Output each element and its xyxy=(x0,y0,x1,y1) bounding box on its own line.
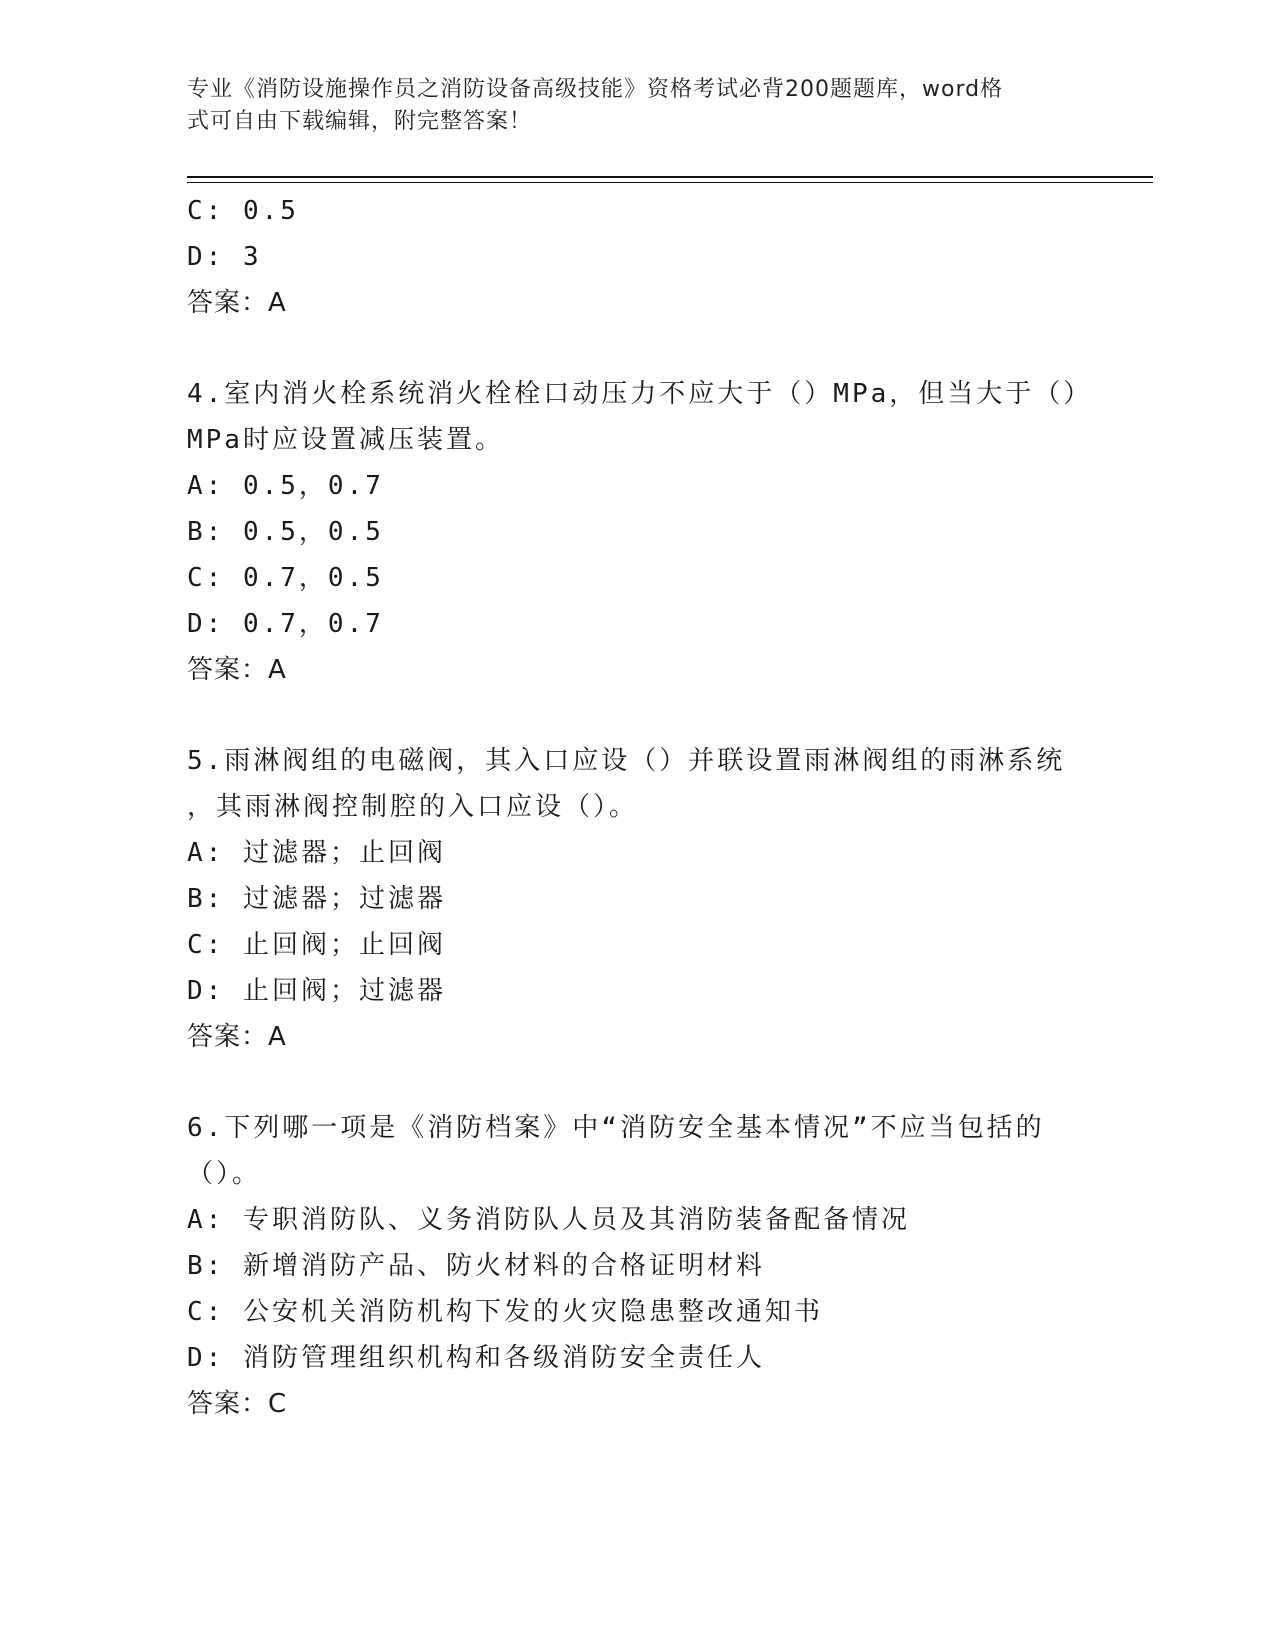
header-rule-thin xyxy=(187,182,1153,183)
spacer xyxy=(187,326,1087,371)
header-line-2: 式可自由下载编辑，附完整答案！ xyxy=(187,109,533,134)
option-a: A: 过滤器；止回阀 xyxy=(187,838,446,868)
option-c: C: 止回阀；止回阀 xyxy=(187,930,446,960)
question-stem: 4.室内消火栓系统消火栓栓口动压力不应大于（）MPa，但当大于（） xyxy=(187,379,1093,409)
question-stem: 6.下列哪一项是《消防档案》中“消防安全基本情况”不应当包括的 xyxy=(187,1113,1045,1143)
option-c: C: 0.5 xyxy=(187,196,299,226)
header-line-1: 专业《消防设施操作员之消防设备高级技能》资格考试必背200题题库，word格 xyxy=(187,77,1004,102)
option-d: D: 0.7，0.7 xyxy=(187,609,384,639)
question-stem-cont: ，其雨淋阀控制腔的入口应设（）。 xyxy=(187,792,639,822)
question-list xyxy=(187,188,1093,1427)
answer-line: 答案：A xyxy=(187,655,287,685)
option-b: B: 0.5，0.5 xyxy=(187,517,384,547)
option-d: D: 消防管理组织机构和各级消防安全责任人 xyxy=(187,1343,765,1373)
option-d: D: 止回阀；过滤器 xyxy=(187,976,446,1006)
answer-line: 答案：A xyxy=(187,288,287,318)
answer-line: 答案：A xyxy=(187,1022,287,1052)
option-a: A: 专职消防队、义务消防队人员及其消防装备配备情况 xyxy=(187,1205,910,1235)
question-stem-cont: （）。 xyxy=(187,1159,262,1189)
option-a: A: 0.5，0.7 xyxy=(187,471,384,501)
question-6 xyxy=(187,1105,1087,1427)
answer-line: 答案：C xyxy=(187,1389,288,1419)
page-header xyxy=(187,74,1067,138)
option-c: C: 公安机关消防机构下发的火灾隐患整改通知书 xyxy=(187,1297,823,1327)
option-c: C: 0.7，0.5 xyxy=(187,563,384,593)
option-b: B: 过滤器；过滤器 xyxy=(187,884,446,914)
question-4 xyxy=(187,371,1093,693)
option-b: B: 新增消防产品、防火材料的合格证明材料 xyxy=(187,1251,765,1281)
question-5 xyxy=(187,738,1087,1060)
question-3-partial xyxy=(187,188,1087,326)
question-stem-cont: MPa时应设置减压装置。 xyxy=(187,425,504,455)
question-stem: 5.雨淋阀组的电磁阀，其入口应设（）并联设置雨淋阀组的雨淋系统 xyxy=(187,746,1066,776)
spacer xyxy=(187,1060,1087,1105)
option-d: D: 3 xyxy=(187,242,262,272)
header-rule-thick xyxy=(187,176,1153,178)
spacer xyxy=(187,693,1087,738)
